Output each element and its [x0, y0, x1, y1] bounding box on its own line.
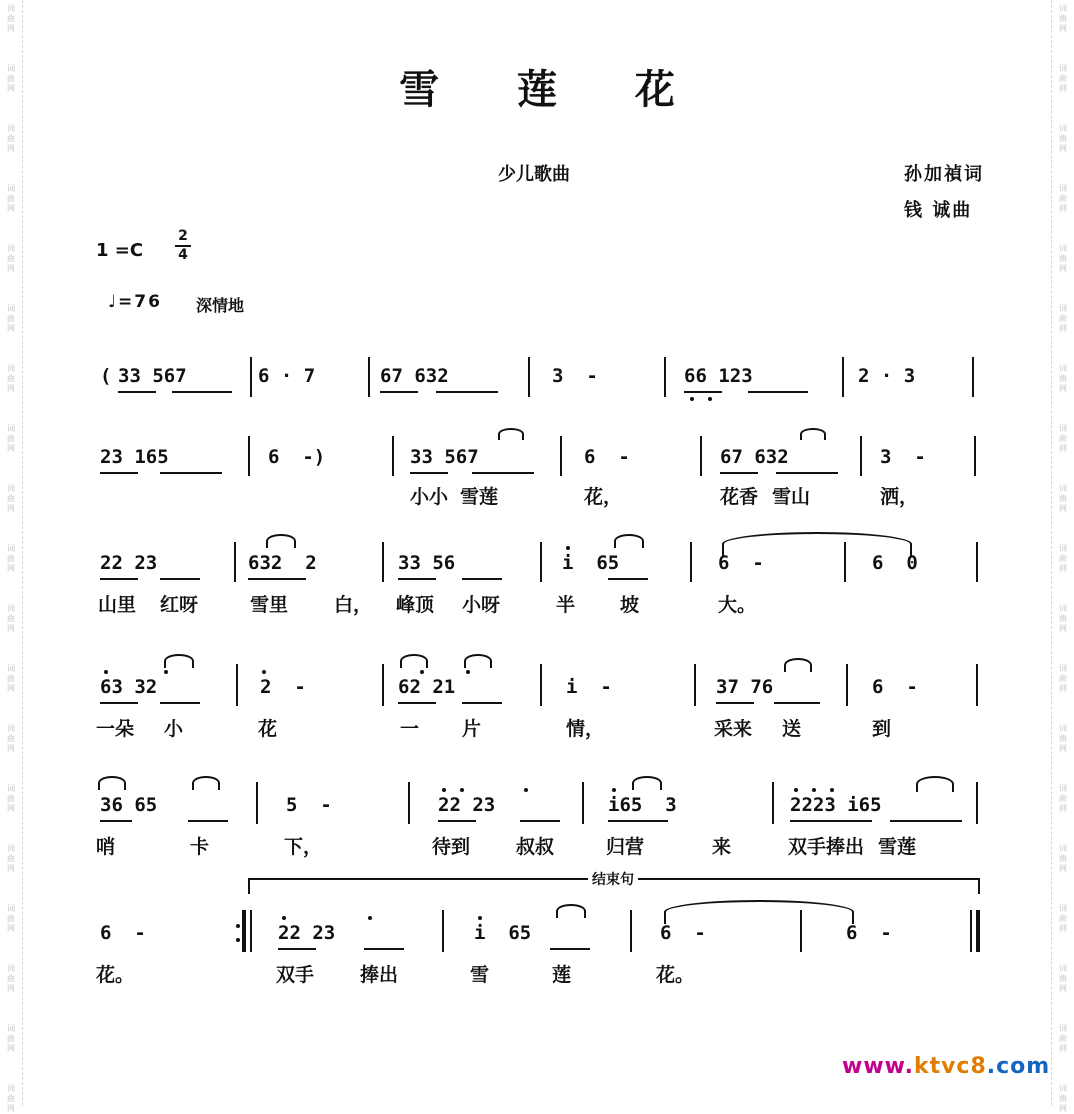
website-domain: ktvc8	[913, 1054, 987, 1079]
watermark-stamp: 词 曲 网	[1059, 664, 1067, 693]
note-group: 6 -	[100, 922, 146, 944]
watermark-stamp: 词 曲 网	[1059, 1024, 1067, 1053]
bar-line	[368, 357, 370, 397]
website-link[interactable]	[842, 1054, 1050, 1079]
note-group: 6 -	[846, 922, 892, 944]
watermark-stamp: 词 曲 网	[1059, 904, 1067, 933]
time-signature	[175, 229, 191, 263]
watermark-stamp: 词 曲 网	[7, 424, 15, 453]
note-group: 6 -	[584, 446, 630, 468]
note-group: 33 567	[410, 446, 479, 468]
watermark-stamp: 词 曲 网	[7, 964, 15, 993]
lyric: 来	[712, 836, 732, 858]
repeat-bar-line	[242, 910, 246, 952]
note-group: i 65	[562, 552, 620, 574]
bar-line	[256, 782, 258, 824]
lyric: 山里	[98, 594, 137, 616]
note-group: 2 · 3	[858, 365, 916, 387]
note-group: 22 23	[438, 794, 496, 816]
lyric: 一	[400, 718, 420, 740]
key-signature: 1 =C	[96, 240, 144, 261]
tempo-value: =76	[118, 292, 162, 312]
note-group: 23 165	[100, 446, 169, 468]
watermark-stamp: 词 曲 网	[7, 724, 15, 753]
lyric: 卡	[190, 836, 210, 858]
lyric: 小呀	[462, 594, 501, 616]
watermark-stamp: 词 曲 网	[1059, 844, 1067, 873]
bar-line	[250, 910, 252, 952]
watermark-stamp: 词 曲 网	[1059, 124, 1067, 153]
watermark-stamp: 词 曲 网	[7, 544, 15, 573]
lyric: 半	[556, 594, 576, 616]
watermark-stamp: 词 曲 网	[7, 484, 15, 513]
bar-line	[442, 910, 444, 952]
note-group: 6 · 7	[258, 365, 316, 387]
song-genre: 少儿歌曲	[498, 164, 570, 185]
lyric: 坡	[620, 594, 640, 616]
bar-line	[528, 357, 530, 397]
bar-line	[392, 436, 394, 476]
lyric: 情，	[566, 718, 605, 740]
note-group: 6 -	[660, 922, 706, 944]
watermark-stamp: 词 曲 网	[1059, 1084, 1067, 1113]
watermark-stamp: 词 曲 网	[7, 604, 15, 633]
note-group: 22 23	[278, 922, 336, 944]
lyric: 花，	[584, 486, 623, 508]
lyric: 小小	[410, 486, 449, 508]
website-prefix: www.	[842, 1054, 914, 1079]
note-group: i65 3	[608, 794, 677, 816]
bar-line	[236, 664, 238, 706]
bar-line	[974, 436, 976, 476]
time-signature-top: 2	[178, 228, 188, 244]
lyric: 雪	[470, 964, 490, 986]
watermark-stamp: 词 曲 网	[1059, 304, 1067, 333]
bar-line	[630, 910, 632, 952]
note-group: 3 -	[552, 365, 598, 387]
bar-line	[664, 357, 666, 397]
website-suffix: .com	[986, 1054, 1051, 1079]
bar-line	[860, 436, 862, 476]
watermark-stamp: 词 曲 网	[1059, 964, 1067, 993]
lyric: 花。	[656, 964, 695, 986]
note-group: i 65	[474, 922, 532, 944]
expression-marking: 深情地	[196, 296, 245, 315]
lyric: 雪莲	[878, 836, 917, 858]
composer-credit: 钱 诚曲	[904, 200, 973, 221]
lyric: 小	[164, 718, 184, 740]
bar-line	[250, 357, 252, 397]
song-title: 雪 莲 花	[399, 67, 707, 113]
watermark-stamp: 词 曲 网	[7, 244, 15, 273]
note-group: 632 2	[248, 552, 317, 574]
note-group: 67 632	[720, 446, 789, 468]
note-group: 62 21	[398, 676, 456, 698]
note-group: i -	[566, 676, 612, 698]
lyric: 送	[782, 718, 802, 740]
lyric: 哨	[96, 836, 116, 858]
bar-line	[382, 664, 384, 706]
note-group: 36 65	[100, 794, 158, 816]
note-group: 33 567	[118, 365, 187, 387]
note-group: 6 -)	[268, 446, 326, 468]
lyric: 双手	[276, 964, 315, 986]
lyric: 雪莲	[460, 486, 499, 508]
lyric: 待到	[432, 836, 471, 858]
bar-line	[976, 782, 978, 824]
watermark-stamp: 词 曲 网	[1059, 64, 1067, 93]
score-line-6	[0, 918, 1074, 1018]
score-line-2	[0, 440, 1074, 540]
lyric: 捧出	[360, 964, 399, 986]
lyric: 到	[872, 718, 892, 740]
note-group: 63 32	[100, 676, 158, 698]
note-group: 6 -	[718, 552, 764, 574]
bar-line	[560, 436, 562, 476]
bar-line	[846, 664, 848, 706]
note-group: 22 23	[100, 552, 158, 574]
note-group: 33 56	[398, 552, 456, 574]
note-group: 37 76	[716, 676, 774, 698]
tempo-marking	[108, 292, 162, 312]
note-group: 6 0	[872, 552, 918, 574]
bar-line	[408, 782, 410, 824]
bar-line	[694, 664, 696, 706]
ending-bracket-label: 结束句	[588, 869, 638, 889]
bar-line	[772, 782, 774, 824]
lyric: 叔叔	[516, 836, 555, 858]
watermark-stamp: 词 曲 网	[1059, 544, 1067, 573]
watermark-stamp: 词 曲 网	[7, 784, 15, 813]
bar-line	[540, 664, 542, 706]
lyric: 片	[462, 718, 482, 740]
note-group: 67 632	[380, 365, 449, 387]
lyric: 归营	[606, 836, 645, 858]
note-group: 2223 i65	[790, 794, 882, 816]
bar-line	[248, 436, 250, 476]
watermark-stamp: 词 曲 网	[1059, 184, 1067, 213]
lyric: 花。	[96, 964, 135, 986]
lyric: 下，	[284, 836, 323, 858]
watermark-stamp: 词 曲 网	[7, 124, 15, 153]
watermark-stamp: 词 曲 网	[1059, 784, 1067, 813]
note-group: 66 123	[684, 365, 753, 387]
watermark-stamp: 词 曲 网	[1059, 4, 1067, 33]
watermark-stamp: 词 曲 网	[7, 304, 15, 333]
bar-line	[700, 436, 702, 476]
lyric: 雪里	[250, 594, 289, 616]
lyric: 花香	[720, 486, 759, 508]
watermark-stamp: 词 曲 网	[7, 364, 15, 393]
note-group: 5 -	[286, 794, 332, 816]
note-group: 3 -	[880, 446, 926, 468]
bar-line	[842, 357, 844, 397]
score-line-5	[0, 790, 1074, 890]
bar-line	[690, 542, 692, 582]
watermark-stamp: 词 曲 网	[1059, 724, 1067, 753]
bar-line	[234, 542, 236, 582]
note-group: (	[100, 365, 112, 387]
watermark-stamp: 词 曲 网	[7, 1084, 15, 1113]
lyricist-credit: 孙加禎词	[904, 164, 984, 185]
watermark-stamp: 词 曲 网	[7, 664, 15, 693]
bar-line	[540, 542, 542, 582]
lyric: 红呀	[160, 594, 199, 616]
watermark-stamp: 词 曲 网	[7, 904, 15, 933]
bar-line	[582, 782, 584, 824]
watermark-stamp: 词 曲 网	[7, 4, 15, 33]
lyric: 双手捧出	[788, 836, 865, 858]
watermark-stamp: 词 曲 网	[1059, 484, 1067, 513]
note-group: 2 -	[260, 676, 306, 698]
lyric: 雪山	[772, 486, 811, 508]
time-signature-bottom: 4	[178, 247, 188, 263]
watermark-stamp: 词 曲 网	[1059, 424, 1067, 453]
bar-line	[976, 664, 978, 706]
watermark-stamp: 词 曲 网	[7, 1024, 15, 1053]
watermark-stamp: 词 曲 网	[1059, 364, 1067, 393]
lyric: 花	[258, 718, 278, 740]
watermark-stamp: 词 曲 网	[7, 64, 15, 93]
note-group: 6 -	[872, 676, 918, 698]
bar-line	[976, 542, 978, 582]
bar-line	[972, 357, 974, 397]
watermark-stamp: 词 曲 网	[1059, 244, 1067, 273]
quarter-note-icon: ♩	[108, 292, 119, 312]
watermark-stamp: 词 曲 网	[7, 844, 15, 873]
lyric: 大。	[718, 594, 757, 616]
bar-line	[970, 910, 972, 952]
score-line-4	[0, 672, 1074, 772]
watermark-stamp: 词 曲 网	[7, 184, 15, 213]
lyric: 采来	[714, 718, 753, 740]
lyric: 洒，	[880, 486, 919, 508]
lyric: 白，	[334, 594, 373, 616]
watermark-stamp: 词 曲 网	[1059, 604, 1067, 633]
score-line-3	[0, 548, 1074, 648]
lyric: 一朵	[96, 718, 135, 740]
bar-line	[382, 542, 384, 582]
final-bar-line	[976, 910, 980, 952]
lyric: 峰顶	[396, 594, 435, 616]
lyric: 莲	[552, 964, 572, 986]
